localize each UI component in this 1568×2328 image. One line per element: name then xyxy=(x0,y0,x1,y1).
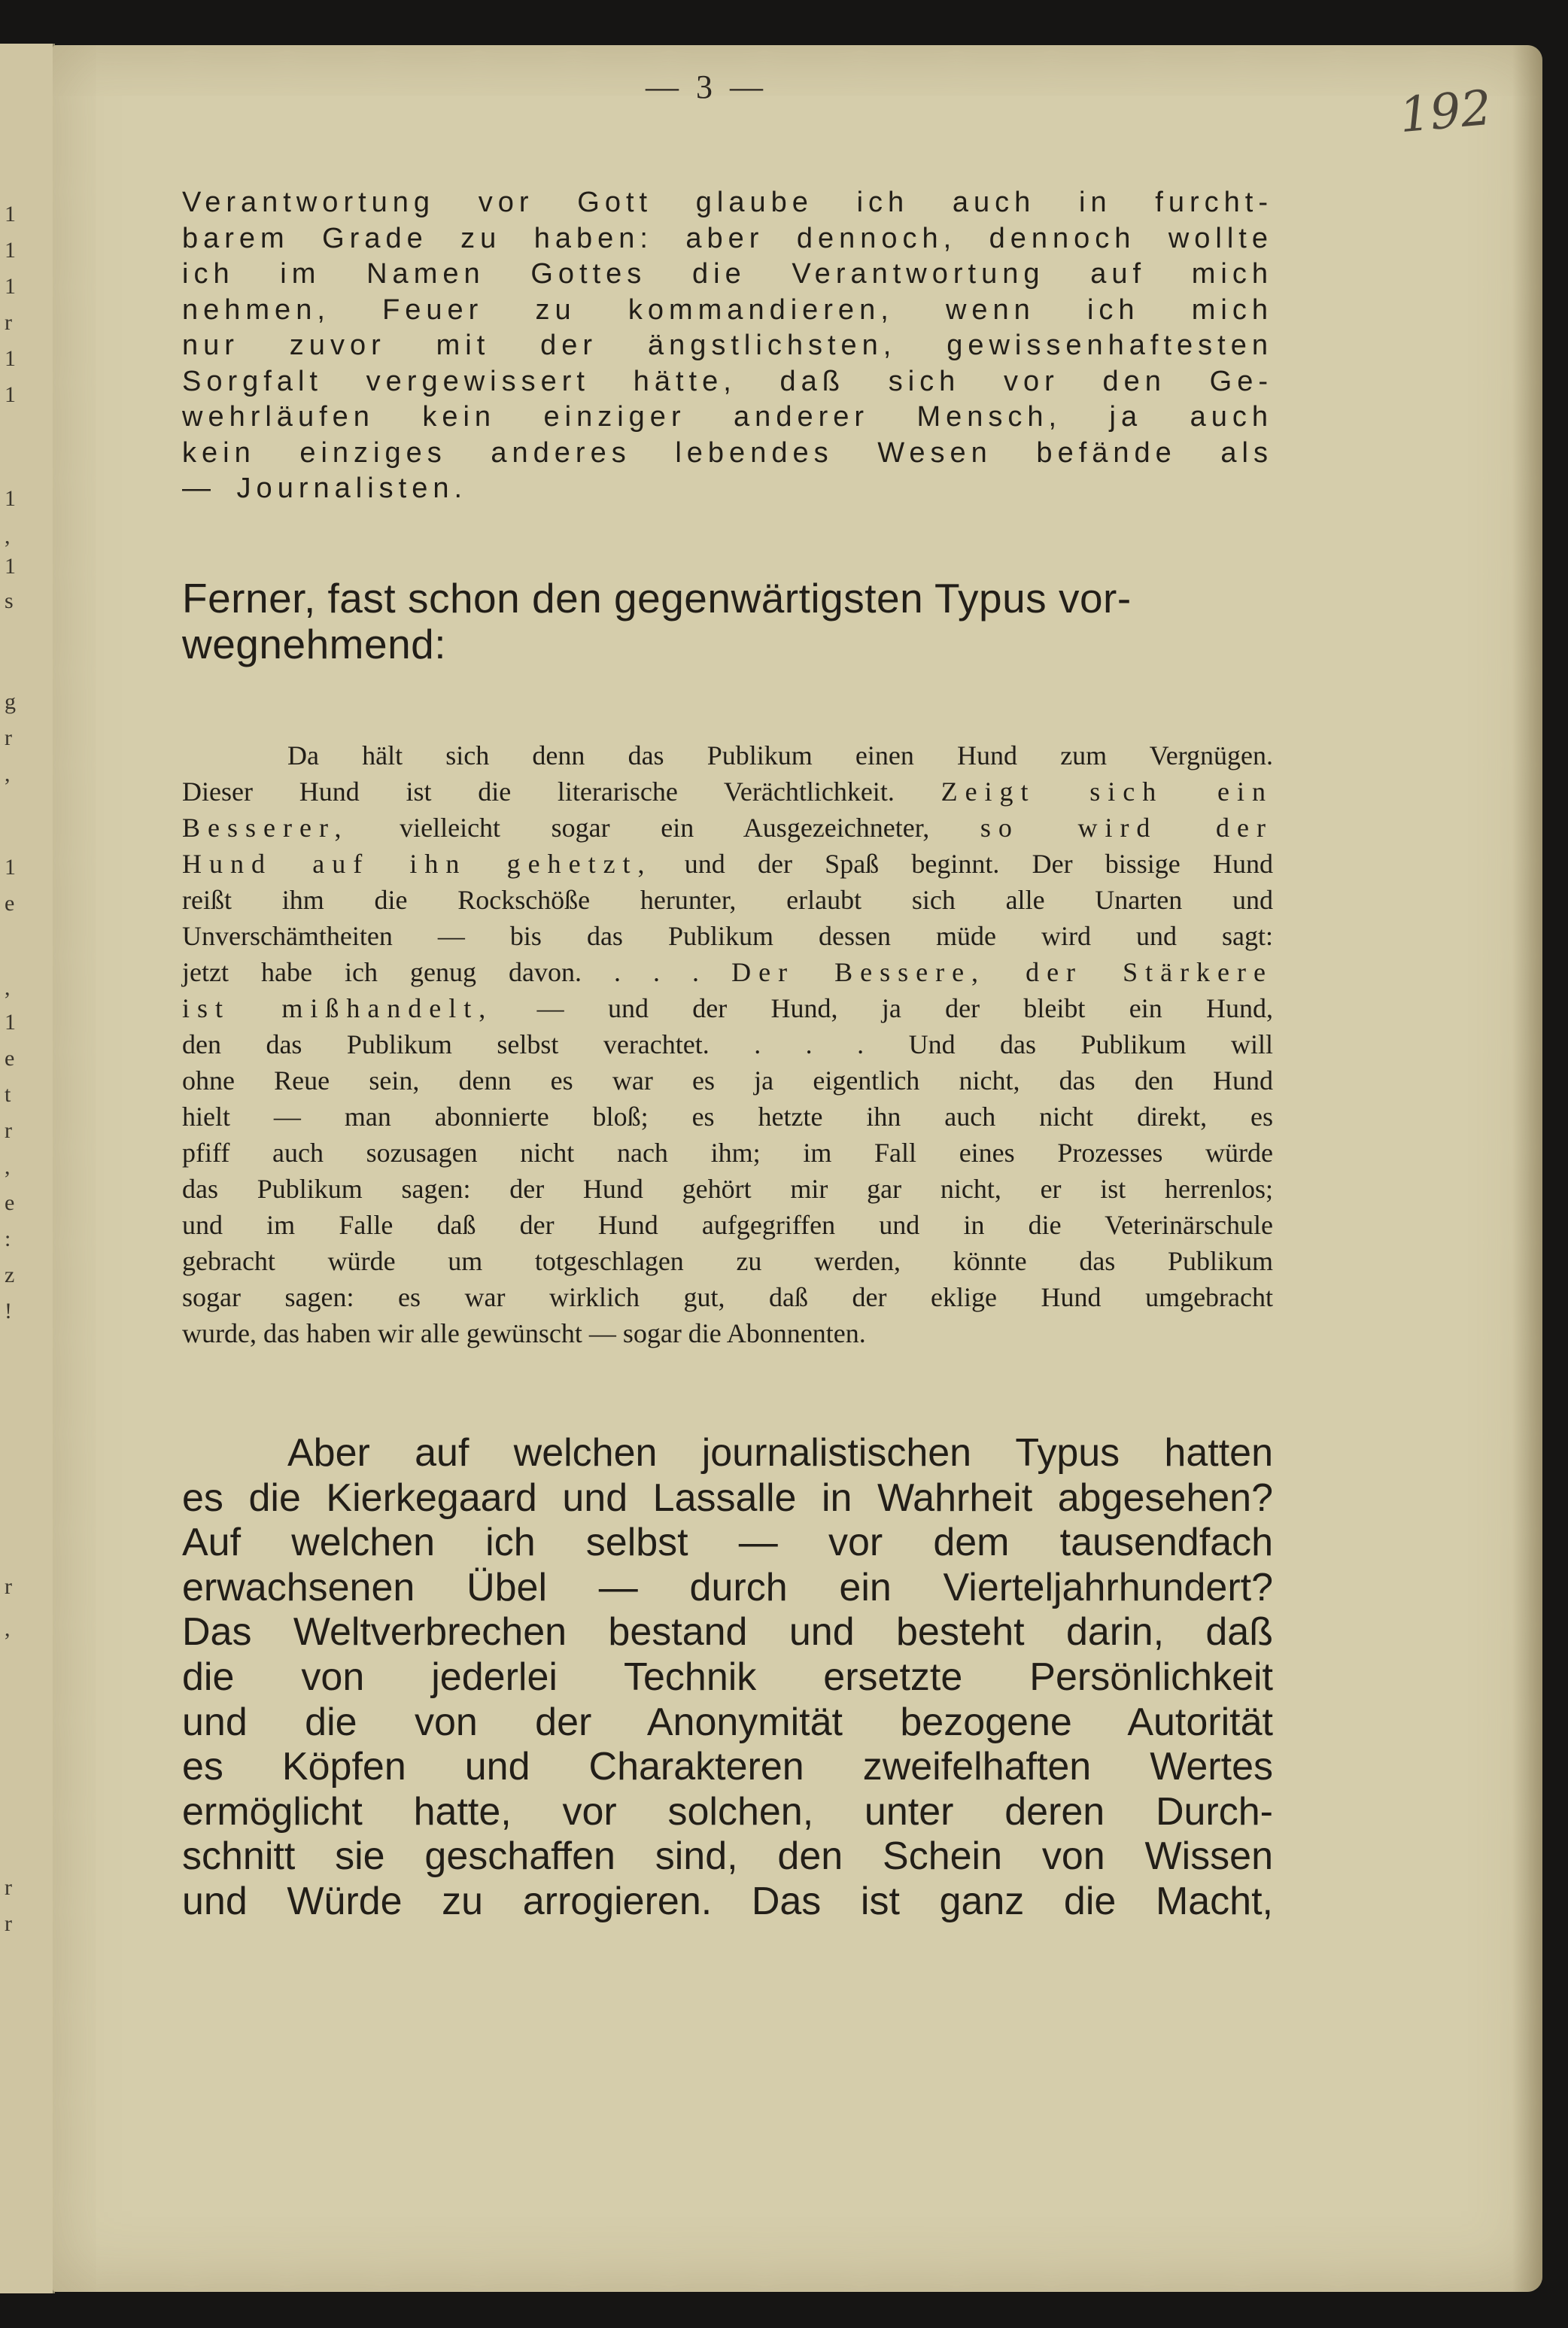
text-line: Besserer, vielleicht sogar ein Ausgezeichneter, so wird der xyxy=(182,813,1273,843)
text-line: die von jederlei Technik ersetzte Persönlichkeit xyxy=(182,1655,1273,1699)
text-line: Das Weltverbrechen bestand und besteht darin, daß xyxy=(182,1610,1273,1655)
text-line: Hund auf ihn gehetzt, und der Spaß beginnt. Der bissige Hund xyxy=(182,849,1273,879)
intro-paragraph xyxy=(182,576,1273,667)
margin-fragment: g xyxy=(5,689,16,714)
text-line: wurde, das haben wir alle gewünscht — sogar die Abonnenten. xyxy=(182,1318,866,1348)
text-line: wehrläufen kein einziger anderer Mensch, ja auch xyxy=(182,401,1273,433)
book-page xyxy=(53,45,1542,2292)
text-line: hielt — man abonnierte bloß; es hetzte ihn auch nicht direkt, es xyxy=(182,1102,1273,1132)
text-line: Verantwortung vor Gott glaube ich auch in furcht- xyxy=(182,187,1273,218)
margin-fragment: , xyxy=(5,761,11,786)
text-line: das Publikum sagen: der Hund gehört mir gar nicht, er ist herrenlos; xyxy=(182,1174,1273,1204)
text-line: reißt ihm die Rockschöße herunter, erlaubt sich alle Unarten und xyxy=(182,885,1273,915)
text-line: Ferner, fast schon den gegenwärtigsten Typus vor- xyxy=(182,575,1132,622)
handwritten-archive-number: 192 xyxy=(1397,80,1494,144)
text-line: Unverschämtheiten — bis das Publikum dessen müde wird und sagt: xyxy=(182,921,1273,951)
text-line: wegnehmend: xyxy=(182,621,447,667)
text-line: es Köpfen und Charakteren zweifelhaften Wertes xyxy=(182,1745,1273,1789)
text-line: — Journalisten. xyxy=(182,473,468,504)
text-line: erwachsenen Übel — durch ein Vierteljahrhundert? xyxy=(182,1565,1273,1609)
margin-fragment: 1 xyxy=(5,1010,16,1035)
text-line: Dieser Hund ist die literarische Verächtlichkeit. Zeigt sich ein xyxy=(182,777,1274,807)
margin-fragment: 1 xyxy=(5,202,16,226)
margin-fragment: 1 xyxy=(5,238,16,263)
text-line: Auf welchen ich selbst — vor dem tausendfach xyxy=(182,1521,1273,1565)
text-line: barem Grade zu haben: aber dennoch, dennoch wollte xyxy=(182,222,1273,254)
text-line: jetzt habe ich genug davon. . . . Der Bessere, der Stärkere xyxy=(182,957,1274,987)
margin-fragment: , xyxy=(5,524,11,549)
text-line: und die von der Anonymität bezogene Autorität xyxy=(182,1700,1273,1744)
margin-fragment: t xyxy=(5,1082,11,1107)
text-line: und Würde zu arrogieren. Das ist ganz die Macht, xyxy=(182,1879,1273,1923)
margin-fragment: 1 xyxy=(5,486,16,511)
text-line: ermöglicht hatte, vor solchen, unter deren Durch- xyxy=(182,1789,1273,1834)
text-line: pfiff auch sozusagen nicht nach ihm; im Fall eines Prozesses würde xyxy=(182,1138,1273,1168)
page-number: — 3 — xyxy=(646,68,767,105)
text-line: kein einziges anderes lebendes Wesen befände als xyxy=(182,436,1273,469)
margin-fragment: r xyxy=(5,1875,12,1900)
spaced-quote-block xyxy=(182,185,1273,507)
main-paragraph xyxy=(182,1431,1273,1925)
text-line: Aber auf welchen journalistischen Typus hatten xyxy=(287,1431,1273,1475)
margin-fragment: , xyxy=(5,975,11,1000)
margin-fragment: r xyxy=(5,1118,12,1143)
text-line: nur zuvor mit der ängstlichsten, gewissenhaftesten xyxy=(182,330,1273,361)
margin-fragment: 1 xyxy=(5,554,16,579)
margin-fragment: 1 xyxy=(5,346,16,371)
text-line: es die Kierkegaard und Lassalle in Wahrheit abgesehen? xyxy=(182,1476,1273,1520)
text-line: ohne Reue sein, denn es war es ja eigentlich nicht, das den Hund xyxy=(182,1065,1273,1096)
margin-fragment: , xyxy=(5,1616,11,1641)
margin-fragment: r xyxy=(5,310,12,335)
margin-fragment: : xyxy=(5,1226,11,1251)
text-line: schnitt sie geschaffen sind, den Schein von Wissen xyxy=(182,1834,1273,1879)
margin-fragment: r xyxy=(5,1911,12,1936)
text-line: und im Falle daß der Hund aufgegriffen und in die Veterinärschule xyxy=(182,1210,1273,1240)
margin-fragment: e xyxy=(5,891,15,916)
text-line: Da hält sich denn das Publikum einen Hund zum Vergnügen. xyxy=(287,740,1273,770)
margin-fragment: e xyxy=(5,1190,15,1215)
margin-fragment: 1 xyxy=(5,274,16,299)
margin-fragment: r xyxy=(5,1574,12,1599)
text-line: nehmen, Feuer zu kommandieren, wenn ich mich xyxy=(182,293,1273,326)
margin-fragment: z xyxy=(5,1263,15,1287)
margin-fragment: s xyxy=(5,588,14,613)
margin-fragment: ! xyxy=(5,1299,12,1324)
text-line: ich im Namen Gottes die Verantwortung auf mich xyxy=(182,258,1273,290)
text-line: sogar sagen: es war wirklich gut, daß der eklige Hund umgebracht xyxy=(182,1282,1273,1312)
margin-fragment: e xyxy=(5,1046,15,1071)
margin-fragment: 1 xyxy=(5,382,16,407)
margin-fragment: , xyxy=(5,1154,11,1179)
margin-fragment: 1 xyxy=(5,855,16,880)
text-line: ist mißhandelt, — und der Hund, ja der bleibt ein Hund, xyxy=(182,993,1274,1023)
margin-fragment: r xyxy=(5,725,12,750)
dog-quote-block xyxy=(182,737,1273,1351)
adjacent-page-edge xyxy=(0,44,55,2293)
text-line: Sorgfalt vergewissert hätte, daß sich vor den Ge- xyxy=(182,365,1273,397)
text-line: gebracht würde um totgeschlagen zu werden, könnte das Publikum xyxy=(182,1246,1273,1276)
text-line: den das Publikum selbst verachtet. . . . Und das Publikum will xyxy=(182,1029,1273,1059)
